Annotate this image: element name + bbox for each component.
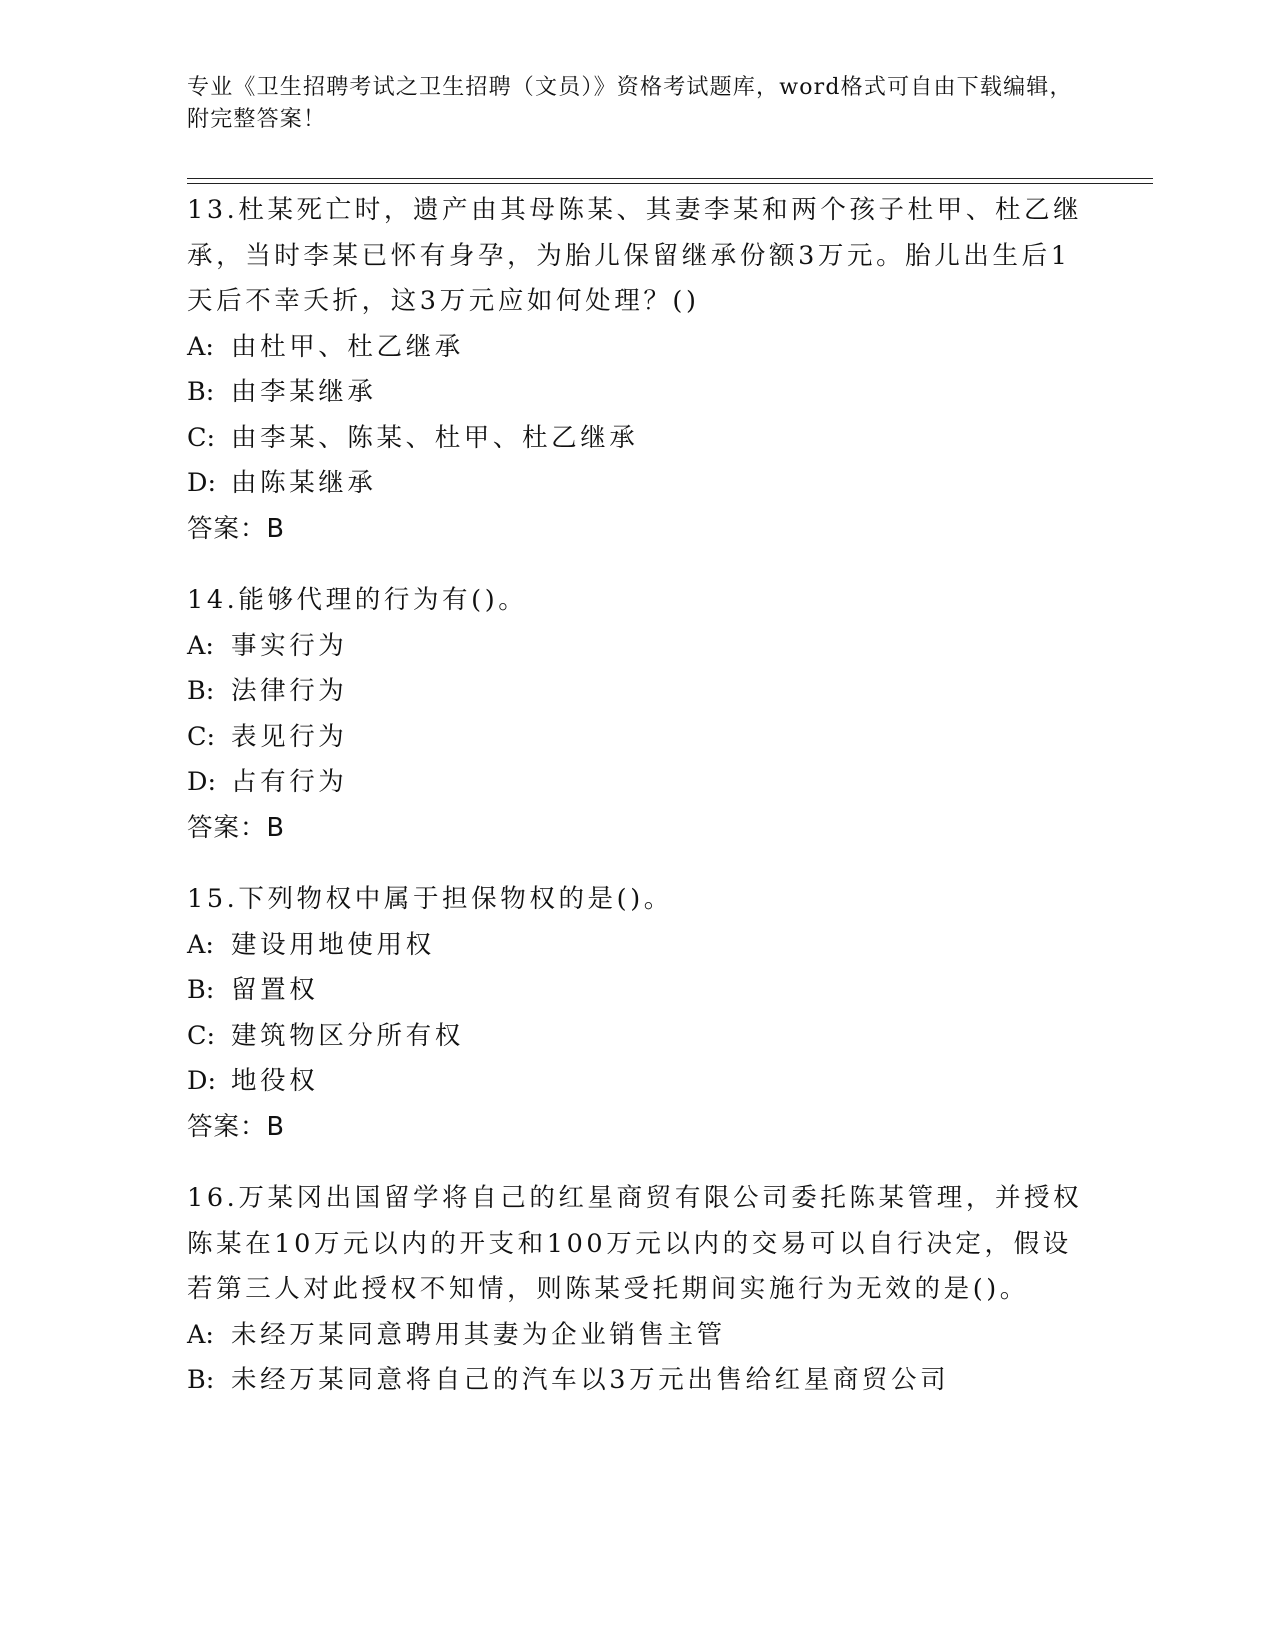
option-letter: A: (187, 929, 215, 960)
option-c (187, 715, 1087, 761)
option-letter: C: (187, 1020, 216, 1051)
option-letter: B: (187, 1365, 215, 1395)
option-text: 法律行为 (231, 676, 348, 706)
option-letter: B: (187, 676, 215, 706)
header-divider-secondary (187, 183, 1153, 184)
option-text: 由李某继承 (231, 377, 377, 407)
option-letter: A: (187, 331, 215, 362)
question-16 (187, 1176, 1087, 1404)
question-14 (187, 578, 1087, 851)
option-text: 留置权 (231, 975, 319, 1005)
option-c (187, 416, 1087, 462)
option-text: 占有行为 (231, 767, 348, 797)
option-b (187, 1358, 1087, 1404)
option-text: 建筑物区分所有权 (231, 1020, 464, 1051)
option-b (187, 370, 1087, 416)
question-15 (187, 877, 1087, 1150)
question-text: 16.万某冈出国留学将自己的红星商贸有限公司委托陈某管理，并授权陈某在10万元以内的开支和100万元以内的交易可以自行决定，假设若第三人对此授权不知情，则陈某受托期间实施行为无效的是()。 (187, 1183, 1083, 1304)
header-divider (187, 178, 1153, 179)
option-letter: D: (187, 1066, 217, 1096)
option-letter: A: (187, 1319, 215, 1350)
question-text: 14.能够代理的行为有()。 (187, 585, 528, 615)
option-text: 地役权 (231, 1066, 319, 1096)
option-letter: A: (187, 630, 215, 661)
option-a (187, 923, 1087, 969)
option-b (187, 968, 1087, 1014)
question-text: 13.杜某死亡时，遗产由其母陈某、其妻李某和两个孩子杜甲、杜乙继承，当时李某已怀有身孕，为胎儿保留继承份额3万元。胎儿出生后1天后不幸夭折，这3万元应如何处理？() (187, 195, 1083, 316)
option-text: 表见行为 (231, 721, 348, 752)
option-d (187, 760, 1087, 806)
question-text: 15.下列物权中属于担保物权的是()。 (187, 884, 673, 914)
answer-label: 答案：B (187, 812, 285, 843)
answer-label: 答案：B (187, 513, 285, 544)
option-letter: B: (187, 377, 215, 407)
option-letter: C: (187, 422, 216, 453)
option-text: 由杜甲、杜乙继承 (231, 331, 464, 362)
option-a (187, 1313, 1087, 1359)
answer-label: 答案：B (187, 1111, 285, 1142)
option-d (187, 1059, 1087, 1105)
option-letter: C: (187, 721, 216, 752)
option-b (187, 669, 1087, 715)
option-text: 未经万某同意聘用其妻为企业销售主管 (231, 1319, 726, 1350)
option-text: 由陈某继承 (231, 468, 377, 498)
option-d (187, 461, 1087, 507)
option-letter: B: (187, 975, 215, 1005)
option-a (187, 325, 1087, 371)
question-13 (187, 188, 1087, 552)
option-text: 事实行为 (231, 630, 348, 661)
question-list (187, 188, 1087, 1430)
option-letter: D: (187, 767, 217, 797)
option-text: 未经万某同意将自己的汽车以3万元出售给红星商贸公司 (231, 1365, 950, 1395)
option-a (187, 624, 1087, 670)
option-letter: D: (187, 468, 217, 498)
option-c (187, 1014, 1087, 1060)
page-header: 专业《卫生招聘考试之卫生招聘（文员）》资格考试题库，word格式可自由下载编辑，附完整答案！ (187, 75, 1073, 132)
option-text: 建设用地使用权 (231, 929, 435, 960)
option-text: 由李某、陈某、杜甲、杜乙继承 (231, 422, 639, 453)
